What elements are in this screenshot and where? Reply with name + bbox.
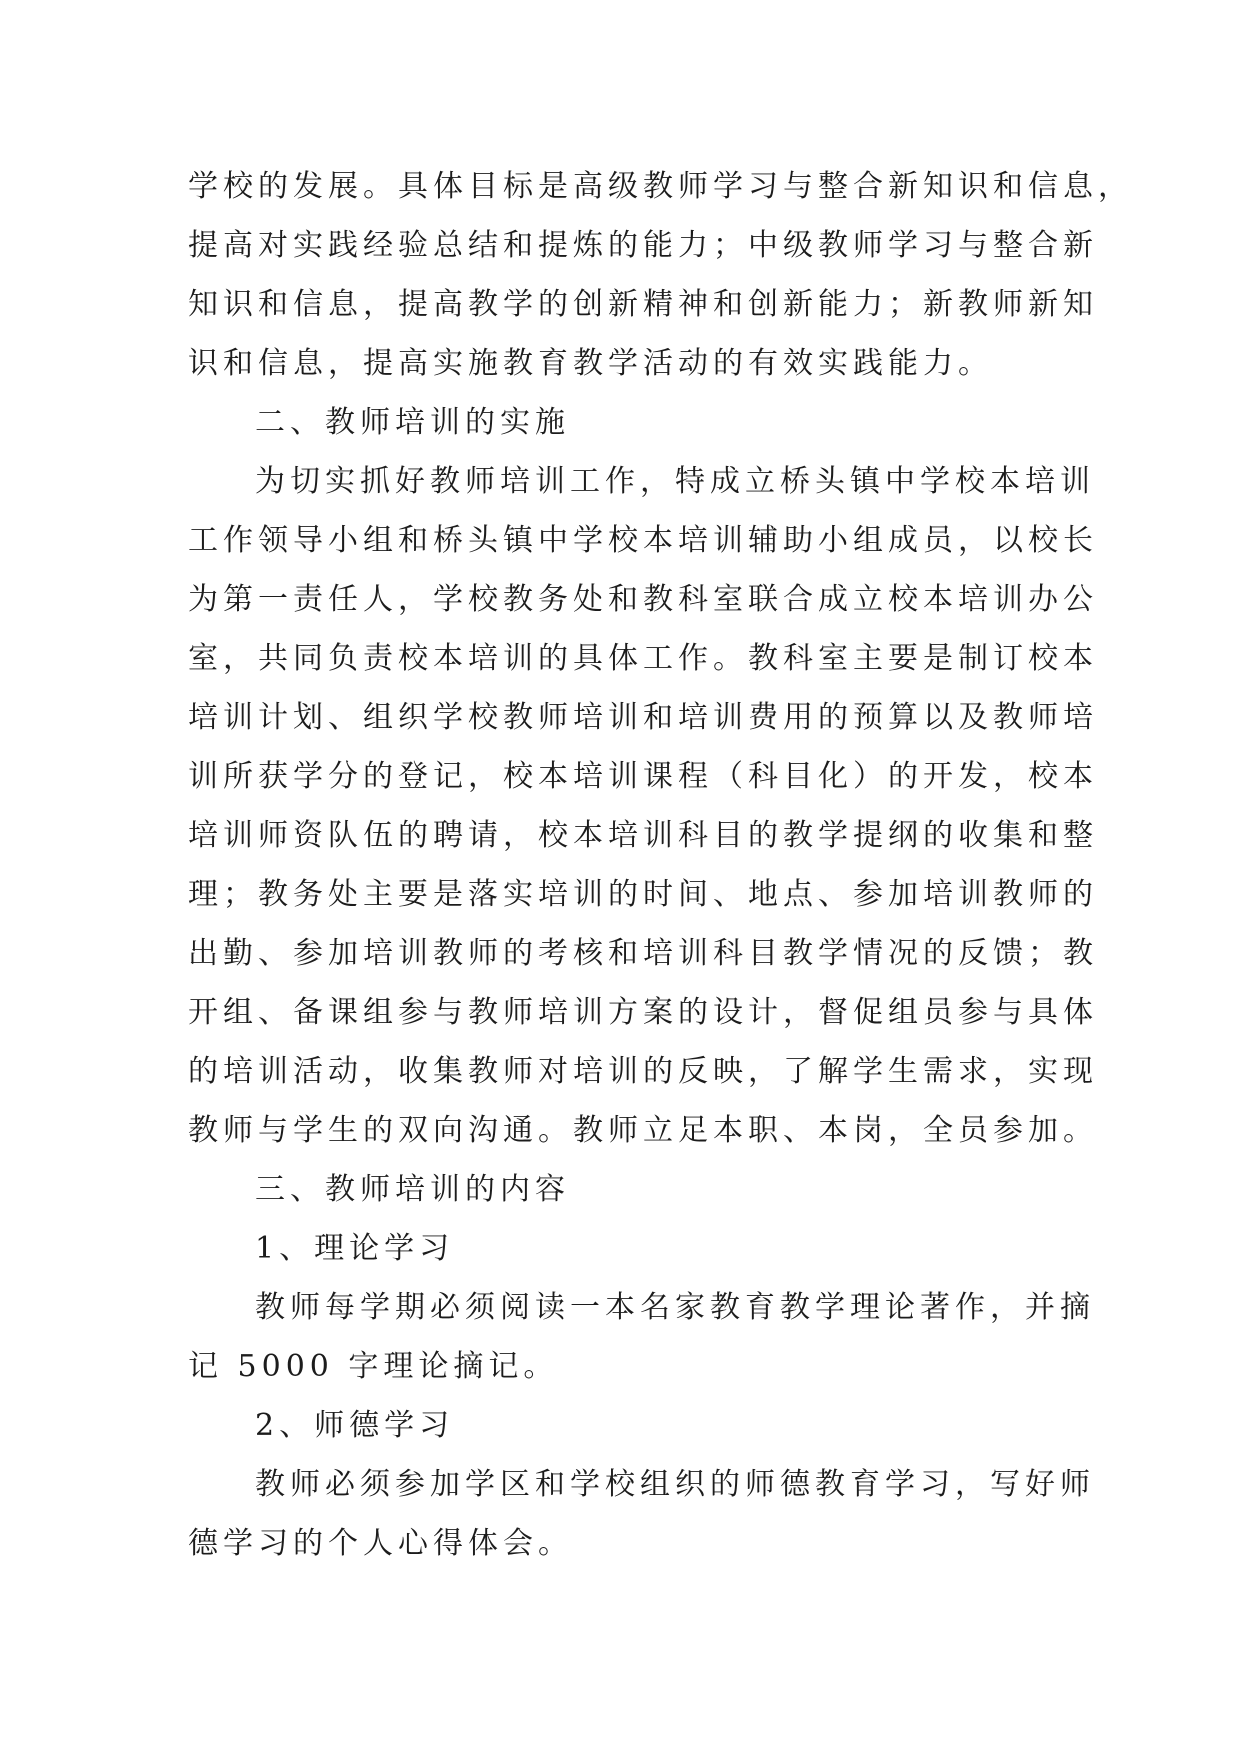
text-line: 开组、备课组参与教师培训方案的设计，督促组员参与具体	[188, 995, 1098, 1030]
text-line: 出勤、参加培训教师的考核和培训科目教学情况的反馈；教	[188, 936, 1098, 971]
text-line: 学校的发展。具体目标是高级教师学习与整合新知识和信息，	[188, 169, 1133, 204]
text-line: 为第一责任人，学校教务处和教科室联合成立校本培训办公	[188, 582, 1098, 617]
text-line: 培训计划、组织学校教师培训和培训费用的预算以及教师培	[188, 700, 1098, 735]
text-line: 培训师资队伍的聘请，校本培训科目的教学提纲的收集和整	[188, 818, 1098, 853]
section-heading: 二、教师培训的实施	[255, 405, 570, 440]
text-line: 识和信息，提高实施教育教学活动的有效实践能力。	[188, 346, 993, 381]
text-line: 德学习的个人心得体会。	[188, 1526, 573, 1561]
text-line: 教师与学生的双向沟通。教师立足本职、本岗，全员参加。	[188, 1113, 1098, 1148]
subsection-heading: 2、师德学习	[255, 1408, 455, 1443]
text-line: 记 5000 字理论摘记。	[188, 1349, 559, 1384]
paragraph-first-line: 为切实抓好教师培训工作，特成立桥头镇中学校本培训	[255, 464, 1095, 499]
paragraph-first-line: 教师必须参加学区和学校组织的师德教育学习，写好师	[255, 1467, 1095, 1502]
text-line: 室，共同负责校本培训的具体工作。教科室主要是制订校本	[188, 641, 1098, 676]
paragraph-first-line: 教师每学期必须阅读一本名家教育教学理论著作，并摘	[255, 1290, 1095, 1325]
text-line: 知识和信息，提高教学的创新精神和创新能力；新教师新知	[188, 287, 1098, 322]
text-line: 理；教务处主要是落实培训的时间、地点、参加培训教师的	[188, 877, 1098, 912]
text-line: 提高对实践经验总结和提炼的能力；中级教师学习与整合新	[188, 228, 1098, 263]
text-line: 工作领导小组和桥头镇中学校本培训辅助小组成员，以校长	[188, 523, 1098, 558]
text-line: 的培训活动，收集教师对培训的反映，了解学生需求，实现	[188, 1054, 1098, 1089]
subsection-heading: 1、理论学习	[255, 1231, 455, 1266]
text-line: 训所获学分的登记，校本培训课程（科目化）的开发，校本	[188, 759, 1098, 794]
section-heading: 三、教师培训的内容	[255, 1172, 570, 1207]
